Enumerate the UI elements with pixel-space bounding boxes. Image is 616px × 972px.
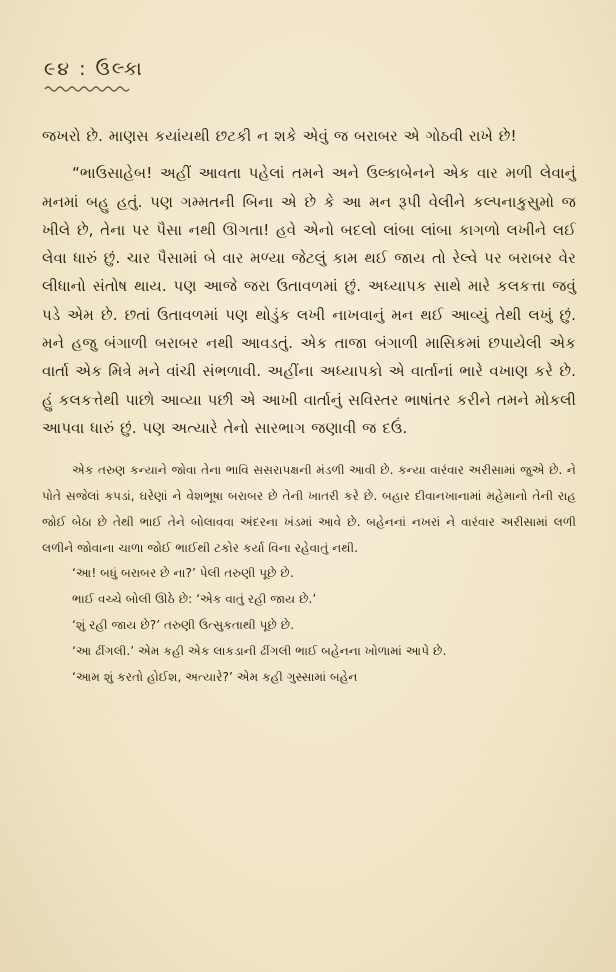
paragraph-continued: જખરો છે. માણસ કયાંયથી છટકી ન શકે એવું જ બરાબર એ ગોઠવી રાખે છે!: [42, 127, 517, 145]
story-paragraph: એક તરુણ કન્યાને જોવા તેના ભાવિ સસરાપક્ષની મંડળી આવી છે. કન્યા વારંવાર અરીસામાં જુએ છે. ને પોતે સજેલાં કપડાં, ઘરેણાં ને વેશભૂષા બરાબર છે તેની ખાતરી કરે છે. બહાર દીવાનખાનામાં મહેમાનો તેની રાહ જોઈ બેઠા છે તેથી ભાઈ તેને બોલાવવા અંદરના ખંડમાં આવે છે. બહેનનાં નખરાં ને વારંવાર અરીસામાં લળી લળીને જોવાના ચાળા જોઈ ભાઈથી ટકોર કર્યા વિના રહેવાતું નથી.: [42, 463, 576, 555]
ornament-rule: [44, 84, 134, 92]
dialogue-line: ‘શું રહી જાય છે?’ તરુણી ઉત્સુકતાથી પૂછે છે.: [72, 618, 295, 633]
dialogue-line: ભાઈ વચ્ચે બોલી ઊઠે છે: ‘એક વાતું રહી જાય છે.’: [72, 592, 317, 607]
story-summary: [42, 458, 576, 690]
dialogue-line: ‘આ ઢીંગલી.’ એમ કહી એક લાકડાની ઢીંગલી ભાઈ બહેનના ખોળામાં આપે છે.: [72, 643, 447, 658]
running-head: ૯૪ : ઉલ્કા: [44, 58, 144, 80]
dialogue-line: ‘આ! બધું બરાબર છે ના?’ પેલી તરુણી પૂછે છે.: [72, 566, 294, 581]
dialogue-line: ‘આમ શું કરતો હોઈશ, અત્યારે?’ એમ કહી ગુસ્સામાં બહેન: [72, 669, 358, 684]
paragraph-letter: “ભાઉસાહેબ! અહીં આવતા પહેલાં તમને અને ઉલ્કાબેનને એક વાર મળી લેવાનું મનમાં બહુ હતું. પણ ગમ્મતની બિના એ છે કે આ મન રૂપી વેલીને કલ્પનાકુસુમો જ ખીલે છે, તેના પર પૈસા નથી ઊગતા! હવે એનો બદલો લાંબા લાંબા કાગળો લખીને લઈ લેવા ધારું છું. ચાર પૈસામાં બે વાર મળ્યા જેટલું કામ થઈ જાય તો રેલ્વે પર બરાબર વેર લીધાનો સંતોષ થાય. પણ આજે જરા ઉતાવળમાં છું. અધ્યાપક સાથે મારે કલકત્તા જવું પડે એમ છે. છતાં ઉતાવળમાં પણ થોડુંક લખી નાખવાનું મન થઈ આવ્યું તેથી લખું છું. મને હજુ બંગાળી બરાબર નથી આવડતું. એક તાજા બંગાળી માસિકમાં છપાયેલી એક વાર્તા એક મિત્રે મને વાંચી સંભળાવી. અહીંના અધ્યાપકો એ વાર્તાનાં ભારે વખાણ કરે છે. હું કલકત્તેથી પાછો આવ્યા પછી એ આખી વાર્તાનું સવિસ્તર ભાષાંતર કરીને તમને મોકલી આપવા ધારું છું. પણ અત્યારે તેનો સારભાગ જણાવી જ દઉં.: [42, 164, 576, 437]
